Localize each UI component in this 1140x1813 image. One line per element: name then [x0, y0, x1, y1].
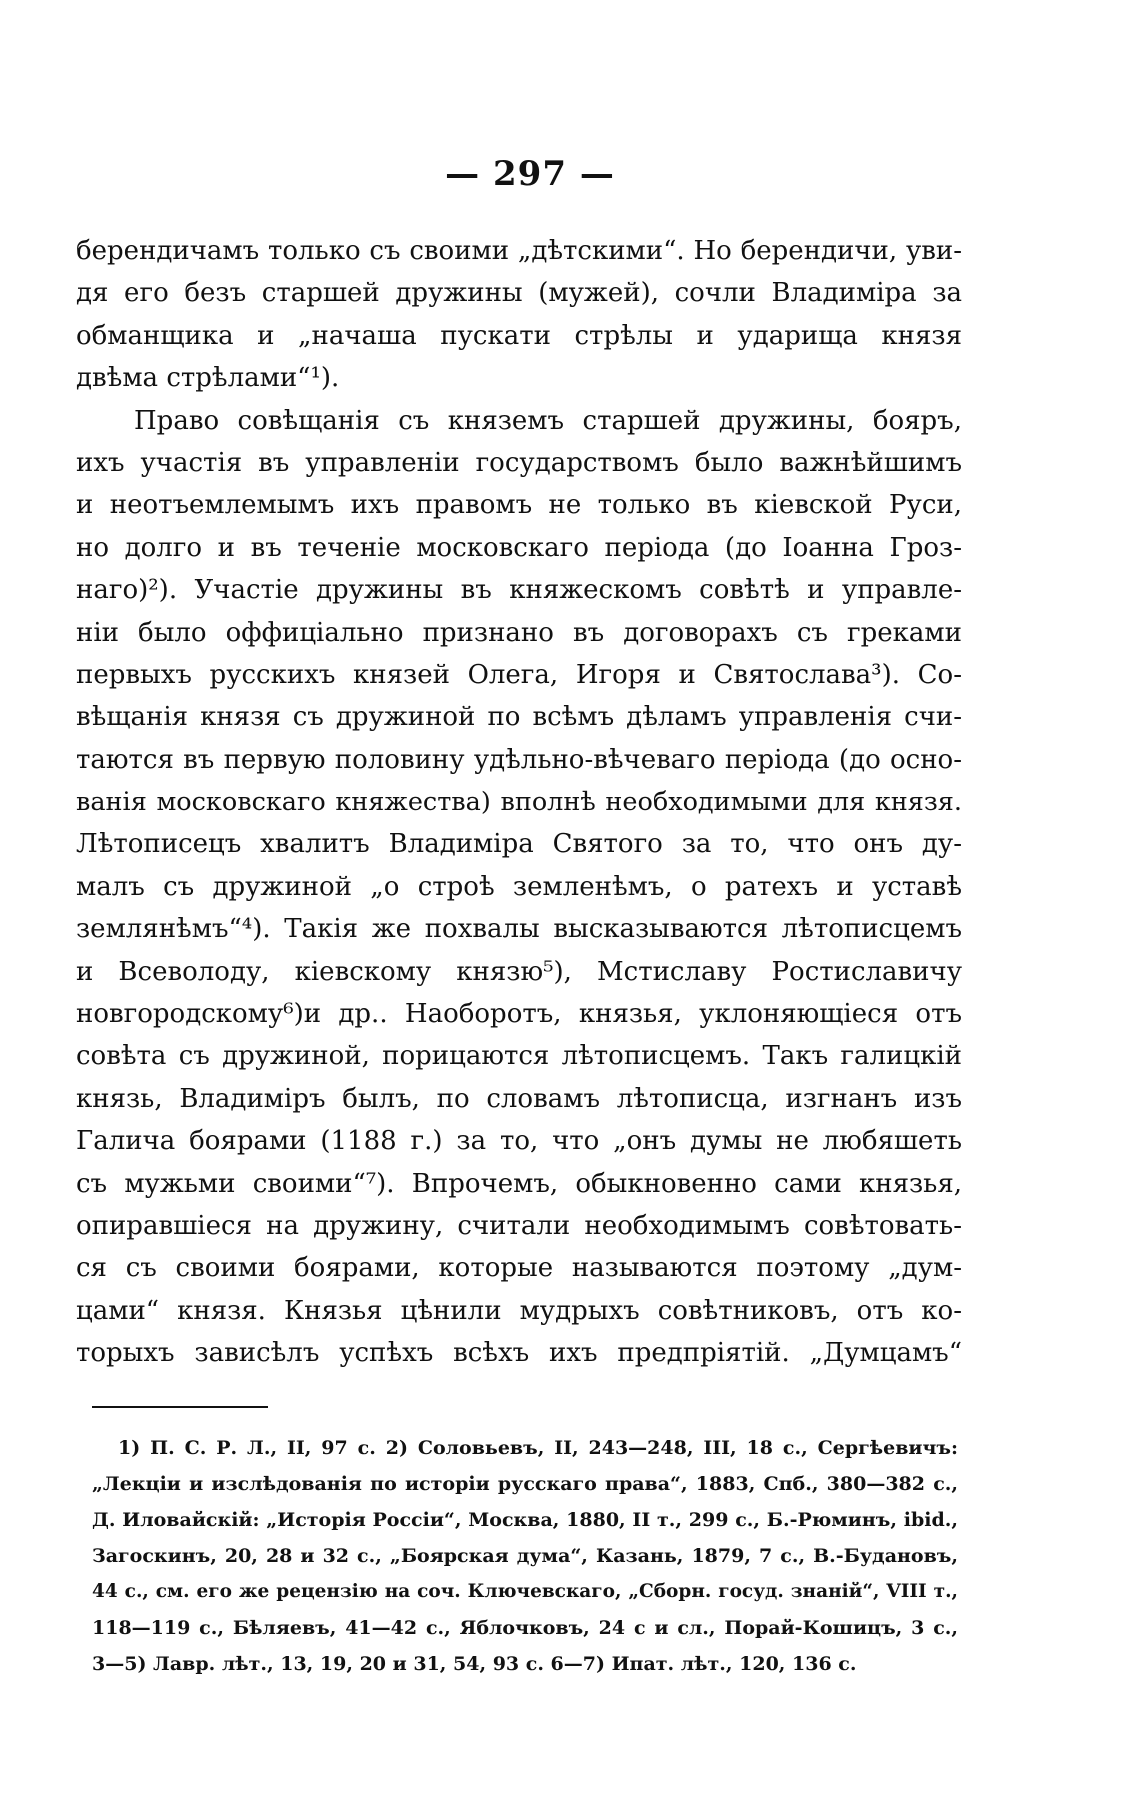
footnote-line: 118—119 с., Бѣляевъ, 41—42 с., Яблочковъ, 24 с и сл., Порай-Кошицъ, 3 с., — [92, 1617, 958, 1639]
text-line: но долго и въ теченіе московскаго періода (до Іоанна Гроз- — [76, 532, 962, 563]
text-line: первыхъ русскихъ князей Олега, Игоря и Святослава³). Со- — [76, 659, 962, 690]
footnotes — [92, 1430, 958, 1682]
text-line: торыхъ зависѣлъ успѣхъ всѣхъ ихъ предпріятій. „Думцамъ“ — [76, 1338, 962, 1369]
text-line: совѣта съ дружиной, порицаются лѣтописцемъ. Такъ галицкій — [76, 1041, 962, 1072]
text-line: цами“ князя. Князья цѣнили мудрыхъ совѣтниковъ, отъ ко- — [76, 1295, 962, 1326]
text-line: Право совѣщанія съ княземъ старшей дружины, бояръ, — [134, 405, 962, 436]
text-line: таются въ первую половину удѣльно-вѣчеваго періода (до осно- — [76, 744, 962, 775]
text-line: князь, Владиміръ былъ, по словамъ лѣтописца, изгнанъ изъ — [76, 1083, 962, 1114]
footnote-line: Д. Иловайскій: „Исторія Россіи“, Москва, 1880, II т., 299 с., Б.-Рюминъ, ibid., — [92, 1509, 958, 1531]
text-line: малъ съ дружиной „о строѣ земленѣмъ, о ратехъ и уставѣ — [76, 871, 962, 902]
text-line: обманщика и „начаша пускати стрѣлы и ударища князя — [76, 320, 962, 351]
text-line: ванія московскаго княжества) вполнѣ необходимыми для князя. — [76, 787, 962, 818]
text-line: Лѣтописецъ хвалитъ Владиміра Святого за то, что онъ ду- — [76, 829, 962, 860]
text-line: ихъ участія въ управленіи государствомъ было важнѣйшимъ — [76, 447, 962, 478]
footnote-divider — [92, 1406, 268, 1408]
text-line: и неотъемлемымъ ихъ правомъ не только въ кіевской Руси, — [76, 490, 962, 521]
text-line: ся съ своими боярами, которые называются поэтому „дум- — [76, 1253, 962, 1284]
text-line: вѣщанія князя съ дружиной по всѣмъ дѣламъ управленія счи- — [76, 702, 962, 733]
page-number: — 297 — — [445, 154, 615, 194]
text-line: Галича боярами (1188 г.) за то, что „онъ думы не любяшеть — [76, 1126, 962, 1157]
footnote-line: 44 с., см. его же рецензію на соч. Ключевскаго, „Сборн. госуд. знаній“, VIII т., — [92, 1581, 958, 1602]
text-line: двѣма стрѣлами“¹). — [76, 363, 340, 394]
footnote-line: Загоскинъ, 20, 28 и 32 с., „Боярская дума“, Казань, 1879, 7 с., В.-Будановъ, — [92, 1545, 958, 1567]
body-text — [76, 230, 962, 1375]
text-line: землянѣмъ“⁴). Такія же похвалы высказываются лѣтописцемъ — [76, 914, 962, 945]
footnote-line: 1) П. С. Р. Л., II, 97 с. 2) Соловьевъ, II, 243—248, III, 18 с., Сергѣевичъ: — [118, 1437, 958, 1459]
text-line: наго)²). Участіе дружины въ княжескомъ совѣтѣ и управле- — [76, 575, 962, 606]
footnote-line: „Лекціи и изслѣдованія по исторіи русскаго права“, 1883, Спб., 380—382 с., — [92, 1473, 958, 1495]
text-line: ніи было оффиціально признано въ договорахъ съ греками — [76, 617, 962, 648]
text-line: съ мужьми своими“⁷). Впрочемъ, обыкновенно сами князья, — [76, 1168, 962, 1199]
footnote-line: 3—5) Лавр. лѣт., 13, 19, 20 и 31, 54, 93 с. 6—7) Ипат. лѣт., 120, 136 с. — [92, 1653, 857, 1675]
text-line: дя его безъ старшей дружины (мужей), сочли Владиміра за — [76, 278, 962, 309]
text-line: и Всеволоду, кіевскому князю⁵), Мстиславу Ростиславичу — [76, 956, 962, 987]
text-line: новгородскому⁶)и др.. Наоборотъ, князья, уклоняющіеся отъ — [76, 999, 962, 1030]
text-line: берендичамъ только съ своими „дѣтскими“. Но берендичи, уви- — [76, 236, 962, 266]
text-line: опиравшіеся на дружину, считали необходимымъ совѣтовать- — [76, 1210, 962, 1241]
